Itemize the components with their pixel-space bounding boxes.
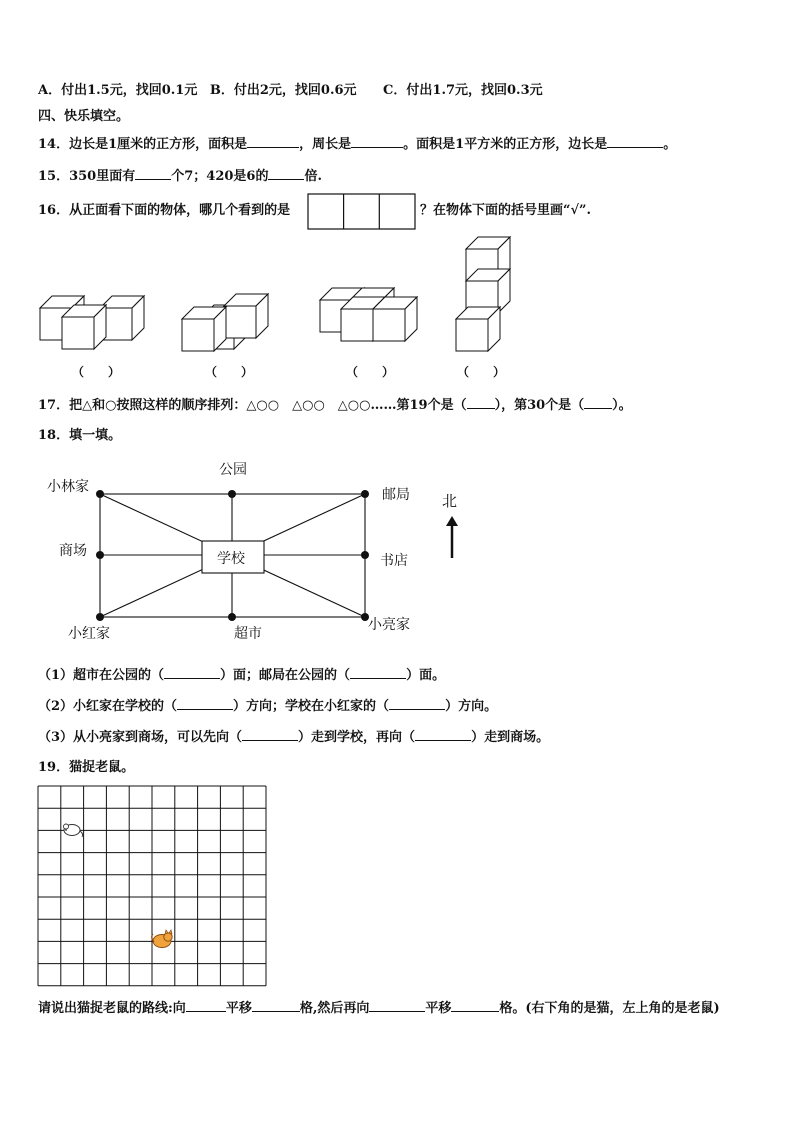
grid-board [37,785,269,989]
label-post-office: 邮局 [382,487,410,503]
label-school: 学校 [217,551,245,567]
label-mall: 商场 [59,543,87,559]
blank-steps-2[interactable] [451,999,499,1012]
mouse-icon [64,824,83,837]
question-15: 15．350里面有 个7；420是6的 倍. [38,169,322,184]
blank-steps-1[interactable] [252,999,300,1012]
answer-paren-4[interactable]: （ ） [457,365,506,379]
map-diagram [30,452,500,652]
cube-figure-1 [40,296,144,349]
question-17: 17．把△和○按照这样的顺序排列：△○○ △○○ △○○……第19个是（ ），第30个是（ ）。 [38,398,632,413]
blank-direction-1[interactable] [186,999,226,1012]
question-19-title: 19．猫捉老鼠。 [38,760,135,775]
option-c: C．付出1.7元，找回0.3元 [383,83,543,98]
blank-19th[interactable] [467,396,495,409]
question-19-route: 请说出猫捉老鼠的路线:向 平移 格,然后再向 平移 格。(右下角的是猫，左上角的是老鼠) [38,1001,720,1016]
blank-direction-2[interactable] [369,999,425,1012]
question-16-tail: ？在物体下面的括号里画“√”. [420,203,592,218]
blank-first-dir[interactable] [242,728,298,741]
blank-count[interactable] [135,167,171,180]
blank-side[interactable] [607,135,663,148]
question-16: 16．从正面看下面的物体，哪几个看到的是 [38,203,291,218]
question-18-3: （3）从小亮家到商场，可以先向（ ）走到学校，再向（ ）走到商场。 [38,730,550,745]
answer-paren-3[interactable]: （ ） [346,365,395,379]
section-heading: 四、快乐填空。 [38,109,130,124]
cube-figures [30,235,520,360]
cube-figure-3 [320,288,417,341]
blank-area[interactable] [247,135,299,148]
label-xiaolin: 小林家 [47,479,89,495]
blank-30th[interactable] [584,396,612,409]
question-18-title: 18．填一填。 [38,428,122,443]
north-arrow-icon [446,516,458,558]
label-park: 公园 [219,462,247,478]
blank-post-dir[interactable] [350,666,406,679]
cat-icon [152,930,172,948]
label-xiaoliang: 小亮家 [368,617,410,633]
front-view-image [307,193,417,231]
answer-options [38,83,543,99]
label-bookstore: 书店 [380,553,408,569]
blank-times[interactable] [268,167,304,180]
cube-figure-4 [456,237,510,351]
label-north: 北 [442,492,458,510]
blank-school-dir[interactable] [389,697,445,710]
label-xiaohong: 小红家 [68,626,110,642]
answer-paren-1[interactable]: （ ） [72,365,121,379]
blank-second-dir[interactable] [415,728,471,741]
blank-xiaohong-dir[interactable] [177,697,233,710]
question-14: 14．边长是1厘米的正方形，面积是 ，周长是 。面积是1平方米的正方形，边长是 。 [38,137,677,152]
option-a: A．付出1.5元，找回0.1元 [38,83,198,98]
option-b: B．付出2元，找回0.6元 [209,83,357,98]
blank-supermarket-dir[interactable] [164,666,220,679]
question-18-2: （2）小红家在学校的（ ）方向；学校在小红家的（ ）方向。 [38,699,498,714]
question-18-1: （1）超市在公园的（ ）面；邮局在公园的（ ）面。 [38,668,446,683]
answer-paren-2[interactable]: （ ） [205,365,254,379]
blank-perimeter[interactable] [351,135,403,148]
label-supermarket: 超市 [234,626,262,642]
cube-figure-2 [182,294,268,351]
